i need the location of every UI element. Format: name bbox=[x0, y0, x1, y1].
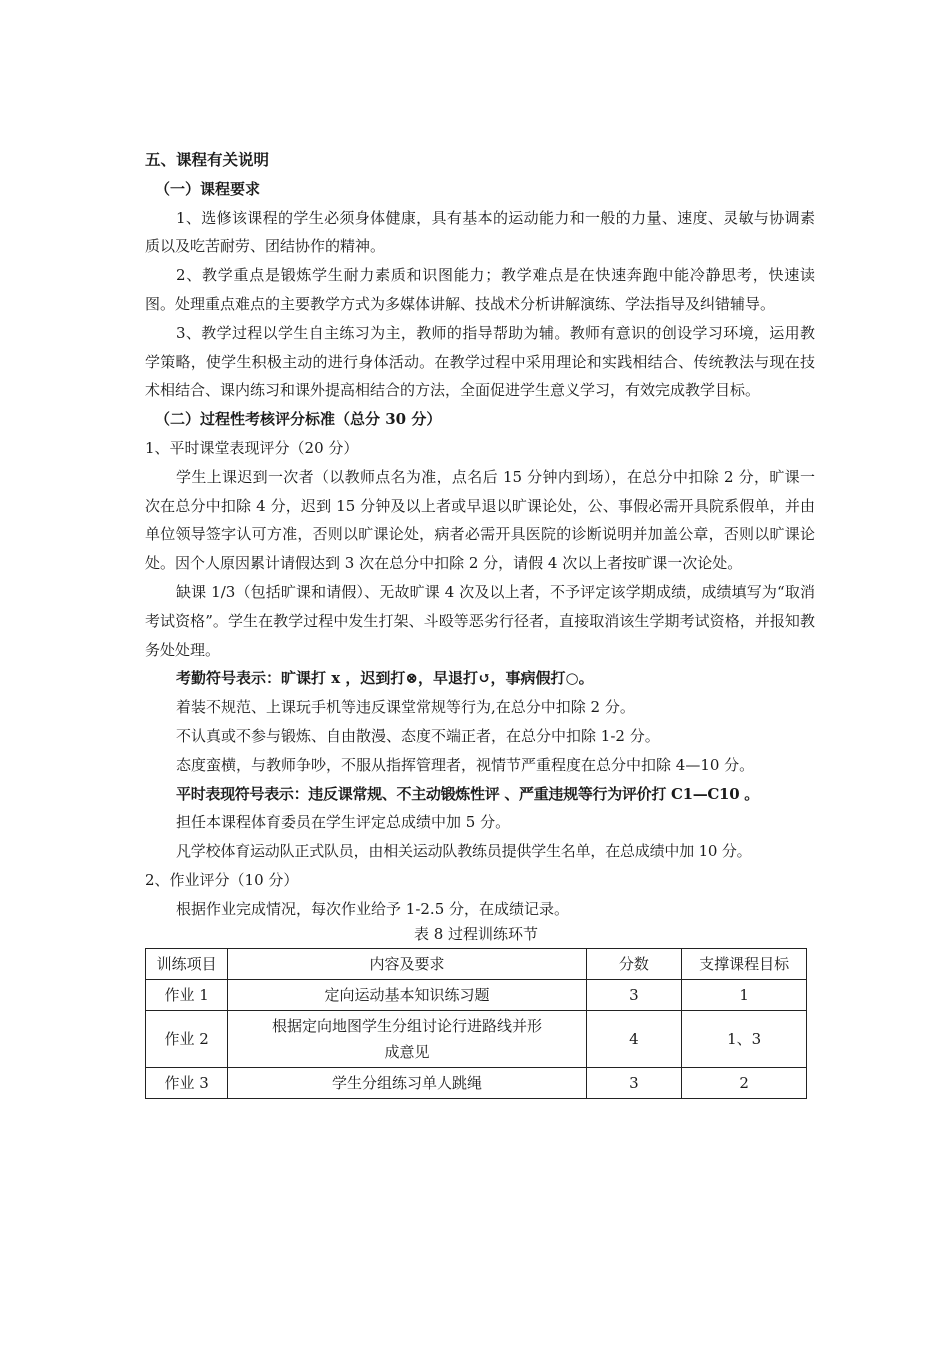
table-row bbox=[146, 979, 807, 1010]
header-cell: 训练项目 bbox=[146, 948, 228, 979]
document-page bbox=[145, 146, 815, 1099]
header-cell: 内容及要求 bbox=[228, 948, 586, 979]
table-cell: 1、3 bbox=[682, 1010, 807, 1067]
table-cell: 3 bbox=[586, 979, 682, 1010]
table-cell: 1 bbox=[682, 979, 807, 1010]
bonus-sports-committee: 担任本课程体育委员在学生评定总成绩中加 5 分。 bbox=[176, 813, 511, 832]
table-cell: 学生分组练习单人跳绳 bbox=[228, 1067, 586, 1098]
bonus-team-member: 凡学校体育运动队正式队员，由相关运动队教练员提供学生名单，在总成绩中加 10 分。 bbox=[176, 842, 752, 861]
table-header-row bbox=[146, 948, 807, 979]
attendance-symbols: 考勤符号表示：旷课打 x ，迟到打⊗，早退打↺，事病假打○。 bbox=[176, 669, 594, 688]
table-cell: 定向运动基本知识练习题 bbox=[228, 979, 586, 1010]
section-title: 五、课程有关说明 bbox=[145, 150, 270, 169]
requirement-paragraph-1: 1、选修该课程的学生必须身体健康，具有基本的运动能力和一般的力量、速度、灵敏与协调素质以及吃苦耐劳、团结协作的精神。 bbox=[145, 208, 815, 256]
table-cell: 4 bbox=[586, 1010, 682, 1067]
attendance-paragraph-1: 学生上课迟到一次者（以教师点名为准，点名后 15 分钟内到场），在总分中扣除 2 分，旷课一次在总分中扣除 4 分，迟到 15 分钟及以上者或早退以旷课论处，公、事假必需开具院系假单，并由单位领导签字认可方准，否则以旷课论处，病者必需开具医院的诊断说明并加盖公章，否则以旷课论处。因个人原因累计请假达到 3 次在总分中扣除 2 分，请假 4 次以上者按旷课一次论处。 bbox=[145, 467, 815, 573]
table-row bbox=[146, 1010, 807, 1067]
table-cell: 作业 1 bbox=[146, 979, 228, 1010]
rule-dress: 着装不规范、上课玩手机等违反课堂常规等行为,在总分中扣除 2 分。 bbox=[176, 698, 635, 717]
subsection-title-requirements: （一）课程要求 bbox=[155, 179, 261, 198]
homework-paragraph: 根据作业完成情况，每次作业给予 1-2.5 分，在成绩记录。 bbox=[176, 899, 570, 918]
item2-title: 2、作业评分（10 分） bbox=[145, 870, 299, 889]
table-cell: 2 bbox=[682, 1067, 807, 1098]
table-row bbox=[146, 1067, 807, 1098]
table-cell: 根据定向地图学生分组讨论行进路线并形成意见 bbox=[228, 1010, 586, 1067]
performance-symbols: 平时表现符号表示：违反课常规、不主动锻炼性评 、严重违规等行为评价打 C1—C10 。 bbox=[176, 784, 759, 803]
table-cell: 作业 2 bbox=[146, 1010, 228, 1067]
training-table bbox=[145, 948, 807, 1099]
table-caption: 表 8 过程训练环节 bbox=[413, 924, 539, 943]
item1-title: 1、平时课堂表现评分（20 分） bbox=[145, 438, 359, 457]
attendance-paragraph-2: 缺课 1/3（包括旷课和请假）、无故旷课 4 次及以上者，不予评定该学期成绩，成绩填写为“取消考试资格”。学生在教学过程中发生打架、斗殴等恶劣行径者，直接取消该生学期考试资格，并报知教务处处理。 bbox=[145, 582, 815, 659]
table-cell: 3 bbox=[586, 1067, 682, 1098]
header-cell: 支撑课程目标 bbox=[682, 948, 807, 979]
table-cell: 作业 3 bbox=[146, 1067, 228, 1098]
rule-effort: 不认真或不参与锻炼、自由散漫、态度不端正者，在总分中扣除 1-2 分。 bbox=[176, 726, 660, 745]
rule-attitude: 态度蛮横，与教师争吵，不服从指挥管理者，视情节严重程度在总分中扣除 4—10 分。 bbox=[176, 755, 755, 774]
requirement-paragraph-2: 2、教学重点是锻炼学生耐力素质和识图能力；教学难点是在快速奔跑中能冷静思考，快速读图。处理重点难点的主要教学方式为多媒体讲解、技战术分析讲解演练、学法指导及纠错辅导。 bbox=[145, 266, 815, 313]
requirement-paragraph-3: 3、教学过程以学生自主练习为主，教师的指导帮助为辅。教师有意识的创设学习环境，运用教学策略，使学生积极主动的进行身体活动。在教学过程中采用理论和实践相结合、传统教法与现在技术相结合、课内练习和课外提高相结合的方法，全面促进学生意义学习，有效完成教学目标。 bbox=[145, 323, 815, 400]
header-cell: 分数 bbox=[586, 948, 682, 979]
subsection-title-assessment: （二）过程性考核评分标准（总分 30 分） bbox=[155, 410, 442, 429]
